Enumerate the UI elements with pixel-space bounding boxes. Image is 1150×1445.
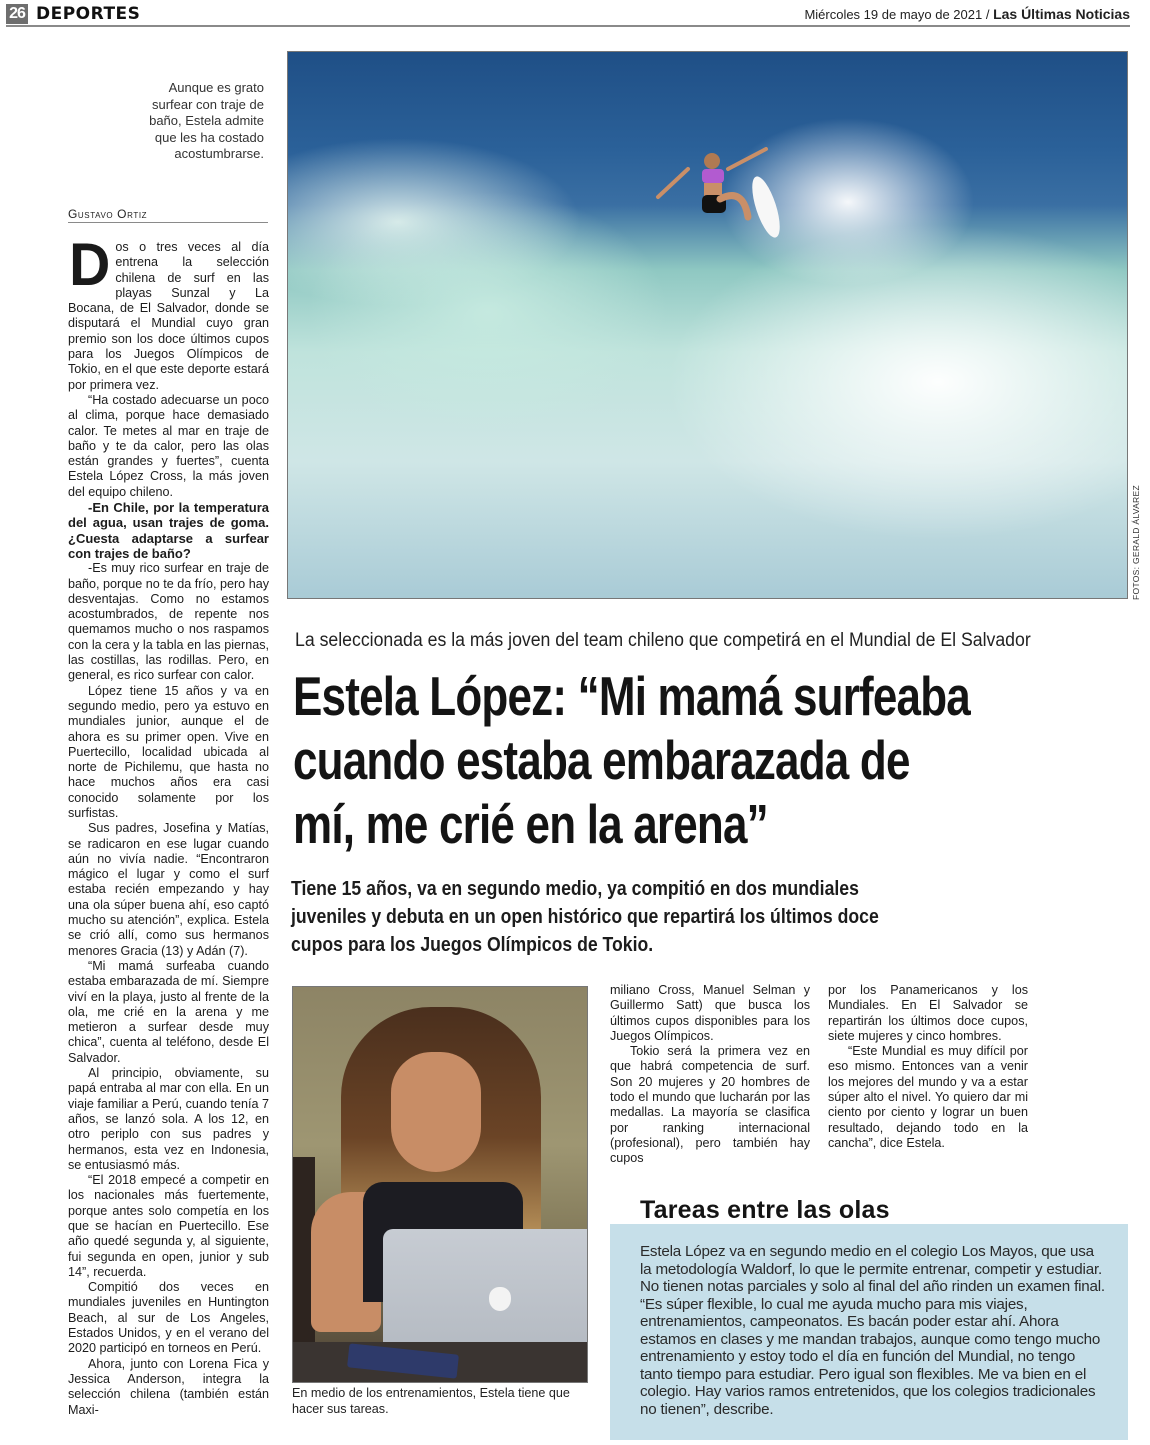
article-column-2 — [610, 983, 810, 1167]
masthead — [6, 3, 1130, 25]
issue-date: Miércoles 19 de mayo de 2021 — [804, 7, 983, 22]
article-paragraph: “Este Mundial es muy difícil por eso mismo. Entonces van a venir los mejores del mundo y va a estar súper alto el nivel. Yo quiero dar mi ciento por ciento y lograr un buen resultado, dejando todo en la cancha”, dice Estela. — [828, 1044, 1028, 1150]
article-paragraph: Tokio será la primera vez en que habrá competencia de surf. Son 20 mujeres y 20 hombres de todo el mundo que lucharán por las medallas. La mayoría se clasifica por ranking internacional (profesional), pero también hay cupos — [610, 1044, 810, 1166]
article-paragraph: miliano Cross, Manuel Selman y Guillermo Satt) que busca los últimos cupos disponibles para los Juegos Olímpicos. — [610, 983, 810, 1043]
headline-line: cuando estaba embarazada de — [293, 729, 910, 791]
header-rule — [6, 25, 1130, 27]
article-paragraph: por los Panamericanos y los Mundiales. En El Salvador se repartirán los últimos doce cupos, siete mujeres y cinco hombres. — [828, 983, 1028, 1043]
dateline-separator: / — [982, 7, 994, 22]
sidebar-box — [610, 1224, 1128, 1440]
sidebar-text: Estela López va en segundo medio en el colegio Los Mayos, que usa la metodología Waldorf, lo que le permite entrenar, competir y estudiar. No tienen notas parciales y solo al final del año rinden un examen final. “Es súper flexible, lo cual me ayuda mucho para mis viajes, entrenamientos, campeonatos. Es bacán poder estar ahí. Ahora estamos en clases y me mandan trabajos, aunque como tengo mucho entrenamiento y estoy todo el día en función del Mundial, no tengo tanto tiempo para estudiar. Pero igual son flexibles. Me va bien en el colegio. Hay varios ramos entretenidos, que los colegios tradicionales no tienen”, describe. — [640, 1243, 1105, 1418]
article-column-1 — [68, 231, 269, 1418]
study-photo-caption: En medio de los entrenamientos, Estela tiene que hacer sus tareas. — [292, 1386, 570, 1416]
section-title: DEPORTES — [36, 4, 141, 24]
article-paragraph: -Es muy rico surfear en traje de baño, porque no te da frío, pero hay desventajas. Como no estamos acostumbrados, de repente nos quemamos mucho o nos raspamos con la cera y la tabla en las piernas, las costillas, las rodillas. Pero, en general, es rico surfear con calor. — [68, 561, 269, 683]
article-paragraph: “El 2018 empecé a competir en los nacionales más fuertemente, porque antes solo competía en los que se hacían en Puertecillo. Ese año quedé segunda y, al siguiente, fui segunda en open, junior y sub 14”, recuerda. — [68, 1173, 269, 1279]
sidebar-title: Tareas entre las olas — [640, 1196, 890, 1224]
article-paragraph: Ahora, junto con Lorena Fica y Jessica Anderson, integra la selección chilena (también están Maxi- — [68, 1356, 269, 1417]
deck-subheadline: Tiene 15 años, va en segundo medio, ya compitió en dos mundiales juveniles y debuta en un open histórico que repartirá los últimos doce cupos para los Juegos Olímpicos de Tokio. — [291, 877, 879, 956]
surfing-photo — [287, 51, 1128, 599]
article-column-3 — [828, 983, 1028, 1151]
drop-cap: D — [69, 231, 111, 298]
article-paragraph: “Ha costado adecuarse un poco al clima, porque hace demasiado calor. Te metes al mar en traje de baño y te da calor, pero las olas están grandes y fuertes”, cuenta Estela López Cross, la más joven del equipo chileno. — [68, 392, 269, 499]
headline-line: mí, me crié en la arena” — [293, 793, 768, 855]
article-paragraph: Sus padres, Josefina y Matías, se radicaron en ese lugar cuando aún no vivía nadie. “Encontraron mágico el lugar y como el surf estaba recién empezando y hay una ola súper buena ahí, eso captó mucho su atención”, explica. Estela se crió allí, como sus hermanos menores Gracia (13) y Adán (7). — [68, 821, 269, 958]
article-paragraph: Compitió dos veces en mundiales juveniles en Huntington Beach, al sur de Los Angeles, Estados Unidos, y en el verano del 2020 participó en torneos en Perú. — [68, 1280, 269, 1356]
byline: Gustavo Ortiz — [68, 207, 268, 223]
photo-side-caption: Aunque es grato surfear con traje de baño, Estela admite que les ha costado acostumbrarse. — [149, 80, 264, 161]
headline — [293, 664, 1013, 856]
article-paragraph: “Mi mamá surfeaba cuando estaba embarazada de mí. Siempre viví en la playa, justo al frente de la ola, me crié en la arena y me metieron a surfear desde muy chica”, cuenta al teléfono, desde El Salvador. — [68, 958, 269, 1065]
dateline — [804, 6, 1130, 22]
study-photo — [292, 986, 588, 1383]
photo-credit: FOTOS: GERALD ÁLVAREZ — [1131, 485, 1141, 600]
headline-line: Estela López: “Mi mamá surfeaba — [293, 665, 970, 727]
interview-question: -En Chile, por la temperatura del agua, usan trajes de goma. ¿Cuesta adaptarse a surfear con trajes de baño? — [68, 500, 269, 561]
newspaper-name: Las Últimas Noticias — [993, 6, 1130, 22]
surfer-figure — [648, 147, 788, 257]
article-paragraph: Al principio, obviamente, su papá entraba al mar con ella. En un viaje familiar a Perú, cuando tenía 7 años, se lanzó sola. A los 12, en otro periplo con sus padres y hermanos, esta vez en Indonesia, se entusiasmó más. — [68, 1066, 269, 1172]
article-paragraph: López tiene 15 años y va en segundo medio, pero ya estuvo en mundiales junior, aunque el de ahora es su primer open. Vive en Puertecillo, localidad ubicada al norte de Pichilemu, que hasta no hace muchos años era casi conocido solamente por los surfistas. — [68, 683, 269, 820]
article-paragraph: Dos o tres veces al día entrena la selección chilena de surf en las playas Sunzal y La Bocana, de El Salvador, donde se disputará el Mundial cuyo gran premio son los doce últimos cupos para los Juegos Olímpicos de Tokio, en el que este deporte estará por primera vez. — [68, 231, 269, 392]
kicker: La seleccionada es la más joven del team chileno que competirá en el Mundial de El Salvador — [295, 630, 1031, 651]
apple-logo-icon — [489, 1287, 511, 1311]
page-number-badge: 26 — [6, 4, 28, 24]
